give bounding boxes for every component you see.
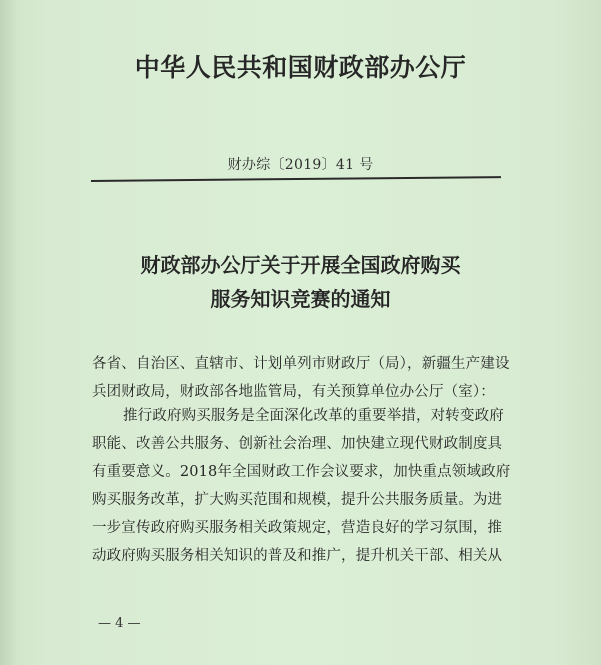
body-line-4: 购买服务改革，扩大购买范围和规模，提升公共服务质量。为进 [92, 492, 503, 508]
document-number: 财办综〔2019〕41 号 [227, 157, 374, 173]
header-divider [91, 176, 501, 182]
body-line-6: 动政府购买服务相关知识的普及和推广，提升机关干部、相关从 [92, 548, 503, 564]
body-line-5: 一步宣传政府购买服务相关政策规定，营造良好的学习氛围，推 [92, 520, 503, 536]
page-number: — 4 — [98, 616, 141, 631]
body-line-1: 推行政府购买服务是全面深化改革的重要举措，对转变政府 [123, 408, 504, 424]
notice-title-line-1: 财政部办公厅关于开展全国政府购买 [140, 253, 461, 277]
body-line-2: 职能、改善公共服务、创新社会治理、加快建立现代财政制度具 [92, 436, 503, 452]
page-edge-shadow [0, 0, 18, 665]
recipients-line-1: 各省、自治区、直辖市、计划单列市财政厅（局），新疆生产建设 [92, 356, 510, 372]
notice-title-line-2: 服务知识竞赛的通知 [210, 287, 391, 311]
body-paragraph [92, 402, 517, 570]
body-line-3: 有重要意义。2018年全国财政工作会议要求，加快重点领域政府 [92, 464, 511, 480]
recipients-paragraph [92, 350, 517, 406]
recipients-line-2: 兵团财政局，财政部各地监管局，有关预算单位办公厅（室）： [92, 384, 495, 400]
issuing-office-title: 中华人民共和国财政部办公厅 [134, 53, 467, 82]
notice-title [0, 248, 601, 316]
